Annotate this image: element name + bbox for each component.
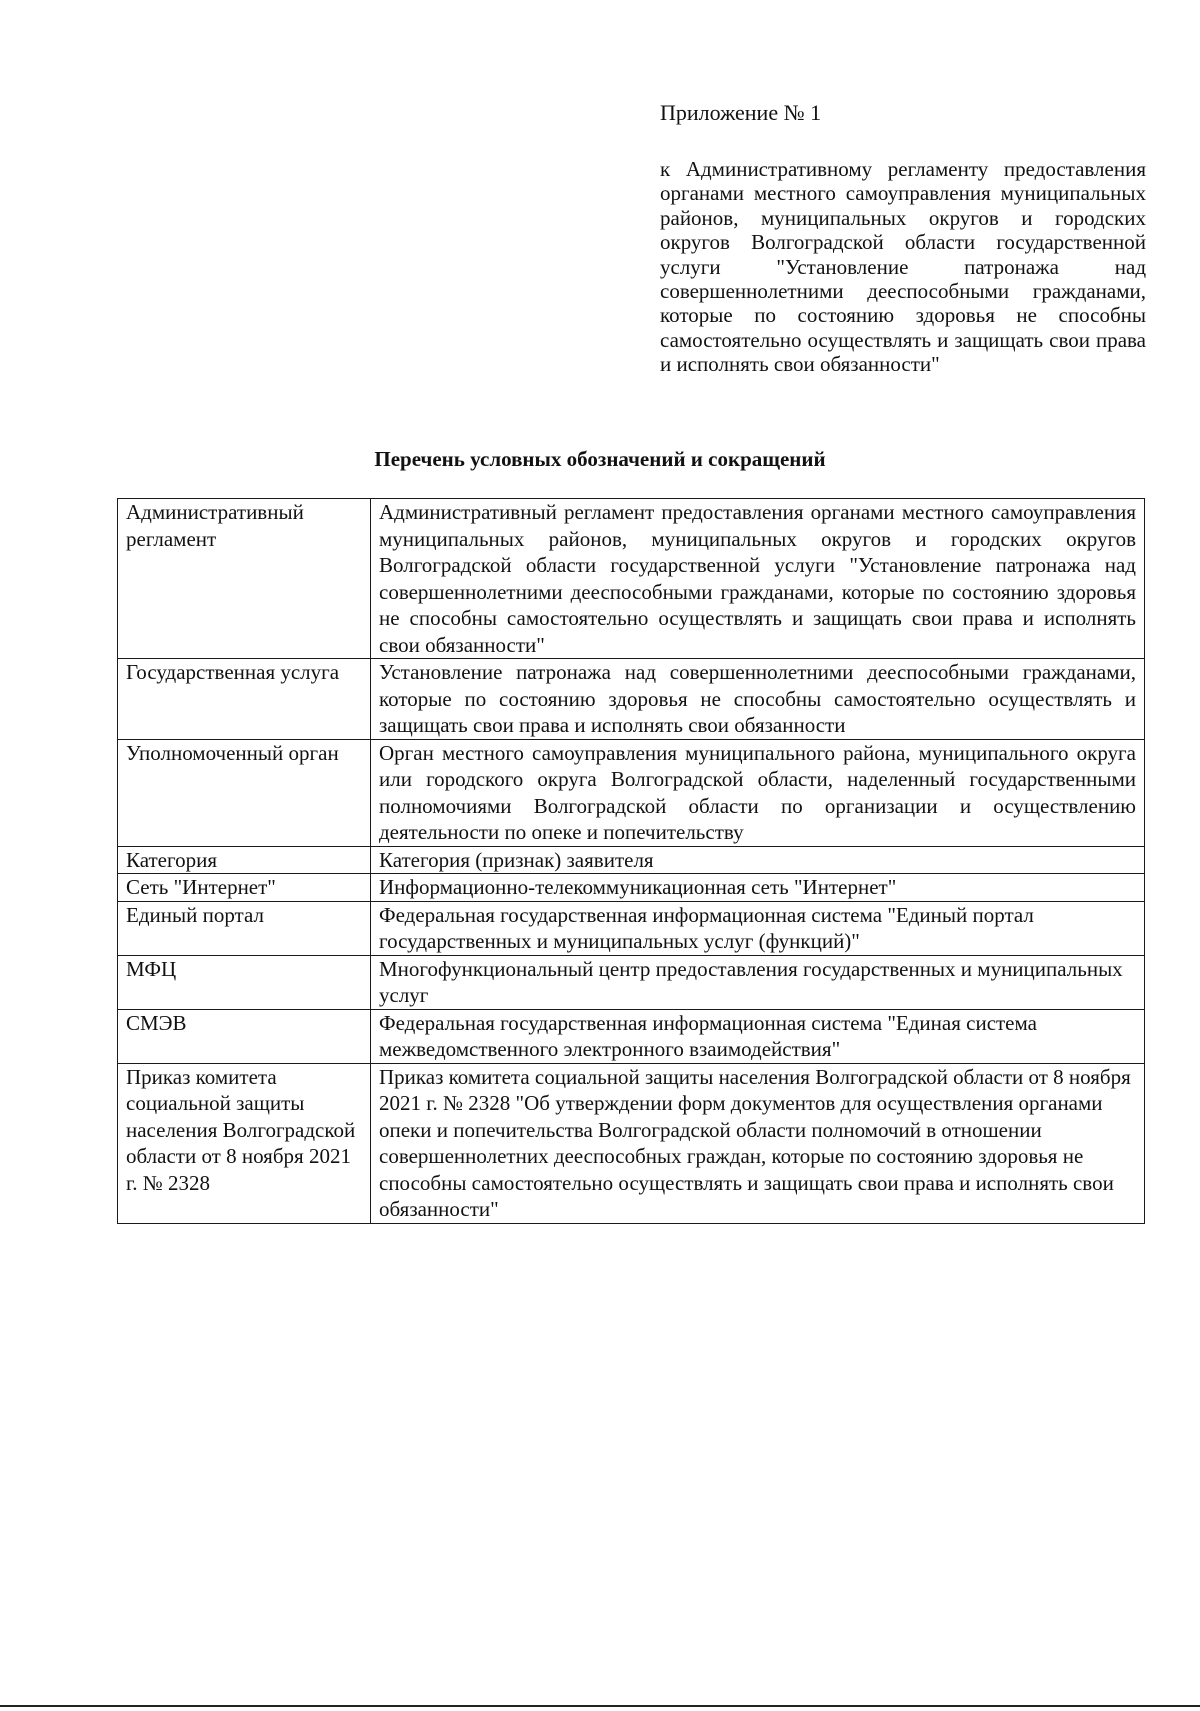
definition-cell: Административный регламент предоставления органами местного самоуправления муниципальных районов, муниципальных округов и городских округов Волгоградской области государственной услуги "Установление патронажа над совершеннолетними дееспособными гражданами, которые по состоянию здоровья не способны самостоятельно осуществлять и защищать свои права и исполнять свои обязанности": [371, 499, 1145, 659]
table-row: [118, 846, 1145, 874]
term-cell: Административный регламент: [118, 499, 371, 659]
definition-cell: Федеральная государственная информационная система "Единый портал государственных и муниципальных услуг (функций)": [371, 901, 1145, 955]
term-cell: СМЭВ: [118, 1009, 371, 1063]
table-row: [118, 499, 1145, 659]
document-heading: Перечень условных обозначений и сокращений: [374, 447, 826, 471]
term-cell: Единый портал: [118, 901, 371, 955]
definition-cell: Многофункциональный центр предоставления государственных и муниципальных услуг: [371, 955, 1145, 1009]
annex-reference-text: к Административному регламенту предоставления органами местного самоуправления муниципальных районов, муниципальных округов и городских округов Волгоградской области государственной услуги "Установление патронажа над совершеннолетними дееспособными гражданами, которые по состоянию здоровья не способны самостоятельно осуществлять и защищать свои права и исполнять свои обязанности": [660, 157, 1146, 377]
table-row: [118, 874, 1145, 902]
definition-cell: Установление патронажа над совершеннолетними дееспособными гражданами, которые по состоянию здоровья не способны самостоятельно осуществлять и защищать свои права и исполнять свои обязанности: [371, 659, 1145, 740]
term-cell: Категория: [118, 846, 371, 874]
term-cell: Сеть "Интернет": [118, 874, 371, 902]
definition-cell: Орган местного самоуправления муниципального района, муниципального округа или городского округа Волгоградской области, наделенный государственными полномочиями Волгоградской области по организации и осуществлению деятельности по опеке и попечительству: [371, 739, 1145, 846]
table-row: [118, 901, 1145, 955]
term-cell: Приказ комитета социальной защиты населения Волгоградской области от 8 ноября 2021 г. № 2328: [118, 1063, 371, 1223]
table-row: [118, 1063, 1145, 1223]
annex-title: Приложение № 1: [660, 100, 822, 125]
table-row: [118, 955, 1145, 1009]
page-bottom-rule: [0, 1705, 1200, 1707]
definition-cell: Приказ комитета социальной защиты населения Волгоградской области от 8 ноября 2021 г. № 2328 "Об утверждении форм документов для осуществления органами опеки и попечительства Волгоградской области полномочий в отношении совершеннолетних дееспособных граждан, которые по состоянию здоровья не способны самостоятельно осуществлять и защищать свои права и исполнять свои обязанности": [371, 1063, 1145, 1223]
term-cell: МФЦ: [118, 955, 371, 1009]
table-row: [118, 1009, 1145, 1063]
table-row: [118, 659, 1145, 740]
table-row: [118, 739, 1145, 846]
abbreviations-table: [117, 498, 1145, 1224]
definition-cell: Категория (признак) заявителя: [371, 846, 1145, 874]
term-cell: Государственная услуга: [118, 659, 371, 740]
definition-cell: Федеральная государственная информационная система "Единая система межведомственного электронного взаимодействия": [371, 1009, 1145, 1063]
definition-cell: Информационно-телекоммуникационная сеть "Интернет": [371, 874, 1145, 902]
term-cell: Уполномоченный орган: [118, 739, 371, 846]
